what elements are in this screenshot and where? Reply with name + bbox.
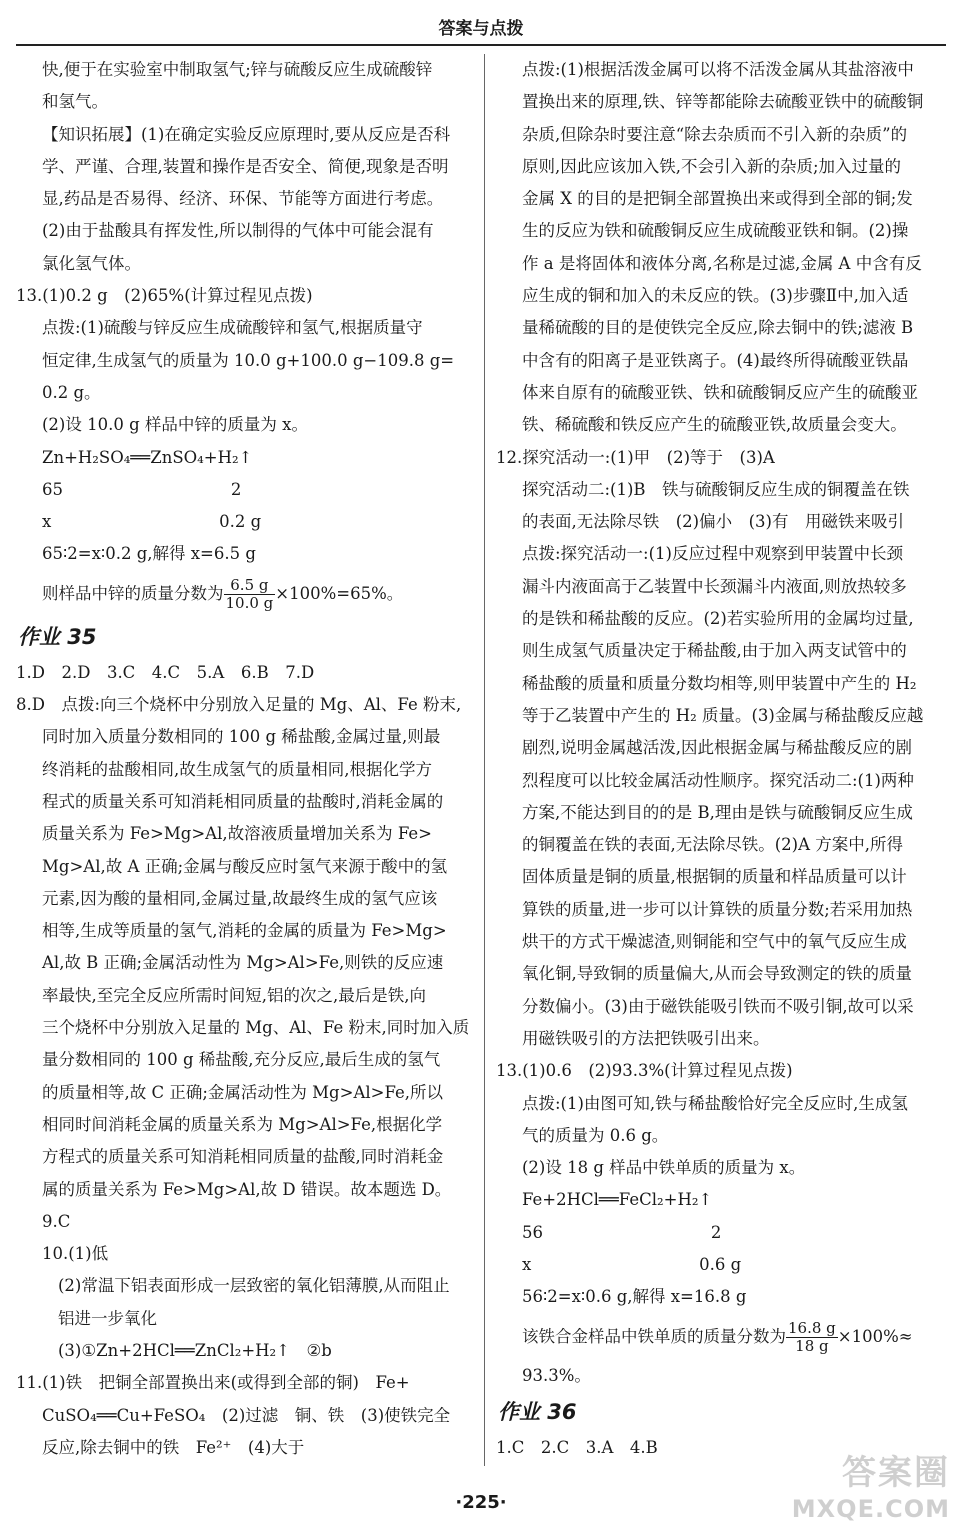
text-line: 三个烧杯中分别放入足量的 Mg、Al、Fe 粉末,同时加入质 — [42, 1018, 470, 1038]
text-line: 铝进一步氧化 — [58, 1308, 157, 1328]
watermark-line2: MXQE.COM — [791, 1495, 950, 1523]
text-line: 点拨:探究活动一:(1)反应过程中观察到甲装置中长颈 — [522, 544, 903, 564]
text-line: (2)常温下铝表面形成一层致密的氧化铝薄膜,从而阻止 — [58, 1276, 450, 1296]
text-line: (3)①Zn+2HCl══ZnCl₂+H₂↑ ②b — [58, 1340, 332, 1360]
text-line: Al,故 B 正确;金属活动性为 Mg>Al>Fe,则铁的反应速 — [42, 953, 444, 973]
fraction-suffix: ×100%=65%。 — [275, 583, 404, 603]
text-line: 探究活动二:(1)B 铁与硫酸铜反应生成的铜覆盖在铁 — [522, 479, 910, 499]
text-line: 方程式的质量关系可知消耗相同质量的盐酸,同时消耗金 — [42, 1147, 444, 1167]
homework-heading-36: 作业 36 — [498, 1399, 577, 1424]
answer-item-13b: 13.(1)0.6 (2)93.3%(计算过程见点拨) — [496, 1061, 793, 1081]
chemical-equation: Zn+H₂SO₄══ZnSO₄+H₂↑ — [42, 447, 253, 467]
text-line: 点拨:(1)硫酸与锌反应生成硫酸锌和氢气,根据质量守 — [42, 318, 423, 338]
answer-item-10: 10.(1)低 — [42, 1244, 109, 1264]
text-line: 则生成氢气质量决定于稀盐酸,由于加入两支试管中的 — [522, 641, 907, 661]
text-line: 点拨:(1)由图可知,铁与稀盐酸恰好完全反应时,生成氢 — [522, 1093, 908, 1113]
text-line: 漏斗内液面高于乙装置中长颈漏斗内液面,则放热较多 — [522, 576, 907, 596]
text-line: 方案,不能达到目的的是 B,理由是铁与硫酸铜反应生成 — [522, 802, 913, 822]
text-line: Mg>Al,故 A 正确;金属与酸反应时氢气来源于酸中的氢 — [42, 856, 448, 876]
answer-list: 1.C 2.C 3.A 4.B — [496, 1437, 658, 1457]
answer-list: 1.D 2.D 3.C 4.C 5.A 6.B 7.D — [16, 662, 315, 682]
text-line: (2)设 10.0 g 样品中锌的质量为 x。 — [42, 415, 308, 435]
text-line: 终消耗的盐酸相同,故生成氢气的质量相同,根据化学方 — [42, 759, 432, 779]
text-line: 作 a 是将固体和液体分离,名称是过滤,金属 A 中含有反 — [522, 253, 922, 273]
text-line: 快,便于在实验室中制取氢气;锌与硫酸反应生成硫酸锌 — [42, 60, 433, 79]
fraction-numerator: 16.8 g — [788, 1318, 836, 1337]
text-line: (2)设 18 g 样品中铁单质的质量为 x。 — [522, 1158, 806, 1178]
text-line: 0.2 g。 — [42, 382, 101, 402]
text-line: 等于乙装置中产生的 H₂ 质量。(3)金属与稀盐酸反应越 — [522, 705, 924, 725]
answer-item-9: 9.C — [42, 1211, 71, 1231]
watermark-line1: 答案圈 — [842, 1453, 950, 1493]
page-number: ·225· — [455, 1492, 507, 1513]
text-line: 分数偏小。(3)由于磁铁能吸引铁而不吸引铜,故可以采 — [522, 996, 914, 1016]
text-line: 显,药品是否易得、经济、环保、节能等方面进行考虑。 — [42, 189, 444, 209]
text-line: 反应,除去铜中的铁 Fe²⁺ (4)大于 — [42, 1437, 305, 1457]
fraction-line — [16, 571, 474, 617]
chemical-equation: Fe+2HCl══FeCl₂+H₂↑ — [522, 1190, 713, 1210]
text-line: 学、严谨、合理,装置和操作是否安全、简便,现象是否明 — [42, 156, 449, 176]
fraction-denominator: 18 g — [795, 1336, 829, 1355]
fraction — [786, 1320, 838, 1355]
equation-ratio-row: 65 2 — [42, 479, 242, 499]
text-line: 量稀硫酸的目的是使铁完全反应,除去铜中的铁;滤液 B — [522, 318, 914, 338]
text-line: 用磁铁吸引的方法把铁吸引出来。 — [522, 1028, 770, 1048]
text-line: 原则,因此应该加入铁,不会引入新的杂质;加入过量的 — [522, 156, 902, 176]
page-header — [16, 14, 946, 46]
text-line: 的表面,无法除尽铁 (2)偏小 (3)有 用磁铁来吸引 — [522, 512, 904, 532]
fraction-line — [496, 1314, 942, 1360]
text-line: 程式的质量关系可知消耗相同质量的盐酸时,消耗金属的 — [42, 791, 444, 811]
equation-ratio-row: x 0.2 g — [42, 512, 262, 532]
text-line: 和氢气。 — [42, 92, 108, 112]
text-line: 氧化铜,导致铜的质量偏大,从而会导致测定的铁的质量 — [522, 964, 912, 984]
fraction — [224, 577, 276, 612]
text-line: 中含有的阳离子是亚铁离子。(4)最终所得硫酸亚铁晶 — [522, 350, 909, 370]
watermark-logo — [780, 1452, 950, 1530]
column-divider — [484, 54, 485, 1466]
answer-item-11: 11.(1)铁 把铜全部置换出来(或得到全部的铜) Fe+ — [16, 1373, 410, 1393]
text-line: 属的质量关系为 Fe>Mg>Al,故 D 错误。故本题选 D。 — [42, 1179, 452, 1199]
text-line: 56∶2=x∶0.6 g,解得 x=16.8 g — [522, 1287, 747, 1307]
fraction-prefix: 该铁合金样品中铁单质的质量分数为 — [522, 1326, 786, 1346]
text-line: 生的反应为铁和硫酸铜反应生成硫酸亚铁和铜。(2)操 — [522, 221, 909, 241]
text-line: 剧烈,说明金属越活泼,因此根据金属与稀盐酸反应的剧 — [522, 738, 912, 758]
text-line: (2)由于盐酸具有挥发性,所以制得的气体中可能会混有 — [42, 221, 434, 241]
text-line: 相等,生成等质量的氢气,消耗的金属的质量为 Fe>Mg> — [42, 921, 447, 941]
text-line: 杂质,但除杂时要注意“除去杂质而不引入新的杂质”的 — [522, 124, 908, 144]
text-line: 置换出来的原理,铁、锌等都能除去硫酸亚铁中的硫酸铜 — [522, 92, 924, 112]
text-line: 量分数相同的 100 g 稀盐酸,充分反应,最后生成的氢气 — [42, 1050, 441, 1070]
left-column — [16, 54, 474, 1490]
equation-ratio-row: x 0.6 g — [522, 1254, 742, 1274]
text-line: 固体质量是铜的质量,根据铜的质量和样品质量可以计 — [522, 867, 907, 887]
text-line: 率最快,至完全反应所需时间短,铝的次之,最后是铁,向 — [42, 985, 426, 1005]
text-line: 氯化氢气体。 — [42, 253, 141, 273]
text-line: 恒定律,生成氢气的质量为 10.0 g+100.0 g−109.8 g= — [42, 350, 455, 370]
text-line: 元素,因为酸的量相同,金属过量,故最终生成的氢气应该 — [42, 888, 438, 908]
fraction-prefix: 则样品中锌的质量分数为 — [42, 583, 224, 603]
text-line: 相同时间消耗金属的质量关系为 Mg>Al>Fe,根据化学 — [42, 1114, 443, 1134]
text-line: 体来自原有的硫酸亚铁、铁和硫酸铜反应产生的硫酸亚 — [522, 382, 918, 402]
homework-heading-35: 作业 35 — [18, 624, 97, 649]
text-line: 稀盐酸的质量和质量分数均相等,则甲装置中产生的 H₂ — [522, 673, 917, 693]
answer-item-13: 13.(1)0.2 g (2)65%(计算过程见点拨) — [16, 286, 313, 306]
answer-item-12: 12.探究活动一:(1)甲 (2)等于 (3)A — [496, 447, 775, 467]
answer-item-8: 8.D 点拨:向三个烧杯中分别放入足量的 Mg、Al、Fe 粉末, — [16, 695, 462, 715]
text-line: 烈程度可以比较金属活动性顺序。探究活动二:(1)两种 — [522, 770, 914, 790]
text-line: 点拨:(1)根据活泼金属可以将不活泼金属从其盐溶液中 — [522, 60, 914, 79]
text-line: 气的质量为 0.6 g。 — [522, 1125, 669, 1145]
equation-ratio-row: 56 2 — [522, 1222, 722, 1242]
text-line: CuSO₄══Cu+FeSO₄ (2)过滤 铜、铁 (3)使铁完全 — [42, 1405, 451, 1425]
fraction-numerator: 6.5 g — [224, 577, 276, 595]
header-title: 答案与点拨 — [438, 19, 524, 39]
text-line: 的铜覆盖在铁的表面,无法除尽铁。(2)A 方案中,所得 — [522, 835, 904, 855]
text-line: 烘干的方式干燥滤渣,则铜能和空气中的氧气反应生成 — [522, 932, 907, 952]
text-line: 应生成的铜和加入的未反应的铁。(3)步骤Ⅱ中,加入适 — [522, 286, 909, 306]
text-line: 铁、稀硫酸和铁反应产生的硫酸亚铁,故质量会变大。 — [522, 415, 907, 435]
text-line: 金属 X 的目的是把铜全部置换出来或得到全部的铜;发 — [522, 189, 913, 209]
text-line: 算铁的质量,进一步可以计算铁的质量分数;若采用加热 — [522, 899, 913, 919]
text-line: 65∶2=x∶0.2 g,解得 x=6.5 g — [42, 544, 256, 564]
fraction-suffix: ×100%≈ — [837, 1326, 913, 1346]
text-line: 的质量相等,故 C 正确;金属活动性为 Mg>Al>Fe,所以 — [42, 1082, 444, 1102]
text-line: 质量关系为 Fe>Mg>Al,故溶液质量增加关系为 Fe> — [42, 824, 432, 844]
fraction-denominator: 10.0 g — [225, 593, 274, 612]
right-column — [496, 54, 942, 1490]
text-line: 同时加入质量分数相同的 100 g 稀盐酸,金属过量,则最 — [42, 727, 441, 747]
text-line: 【知识拓展】(1)在确定实验反应原理时,要从反应是否科 — [42, 124, 451, 144]
text-line: 的是铁和稀盐酸的反应。(2)若实验所用的金属均过量, — [522, 609, 914, 629]
text-line: 93.3%。 — [522, 1365, 591, 1385]
